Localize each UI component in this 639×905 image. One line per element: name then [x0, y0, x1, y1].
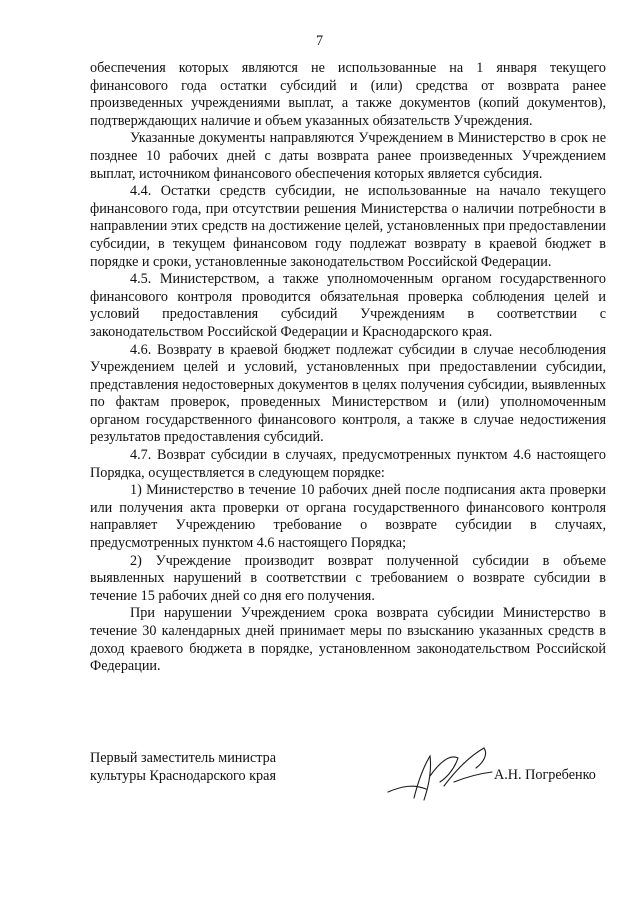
paragraph-4-6: 4.6. Возврату в краевой бюджет подлежат субсидии в случае несоблюдения Учреждением целей и условий, установленных при предоставлении субсидии, представления недостоверных документов в целях получения субсидии, выявленных по фактам проверок, проведенных Министерством и (или) уполномоченным органом государственного финансового контроля, а также в случае недостижения результатов предоставления субсидий.: [90, 341, 606, 446]
signatory-position-line1: Первый заместитель министра: [90, 750, 277, 766]
paragraph-item-1: 1) Министерство в течение 10 рабочих дней после подписания акта проверки или получения акта проверки от органа государственного финансового контроля направляет Учреждению требование о возврате субсидии в случаях, предусмотренных пунктом 4.6 настоящего Порядка;: [90, 482, 606, 552]
paragraph-4-7: 4.7. Возврат субсидии в случаях, предусмотренных пунктом 4.6 настоящего Порядка, осуществляется в следующем порядке:: [90, 447, 606, 481]
signatory-position-line2: культуры Краснодарского края: [90, 768, 276, 784]
body-text: [90, 60, 606, 676]
signatory-name: А.Н. Погребенко: [494, 767, 596, 783]
paragraph-4-5: 4.5. Министерством, а также уполномоченным органом государственного финансового контроля проводится обязательная проверка соблюдения целей и условий предоставления субсидий Учреждениям в соответствии с законодательством Российской Федерации и Краснодарского края.: [90, 271, 606, 340]
paragraph-continuation: обеспечения которых являются не использованные на 1 января текущего финансового года остатки субсидий и (или) средства от возврата ранее произведенных учреждениями выплат, а также документов (копий документов), подтверждающих наличие и объем указанных обязательств Учреждения.: [90, 60, 606, 129]
handwritten-signature: [384, 742, 496, 804]
paragraph-documents-sent: Указанные документы направляются Учреждением в Министерство в срок не позднее 10 рабочих дней с даты возврата ранее произведенных Учреждением выплат, источником финансового обеспечения которых является субсидия.: [90, 130, 606, 182]
paragraph-violation: При нарушении Учреждением срока возврата субсидии Министерство в течение 30 календарных дней принимает меры по взысканию указанных средств в доход краевого бюджета в порядке, установленном законодательством Российской Федерации.: [90, 605, 606, 675]
signatory-position: [90, 749, 340, 785]
paragraph-4-4: 4.4. Остатки средств субсидии, не использованные на начало текущего финансового года, при отсутствии решения Министерства о наличии потребности в направлении этих средств на достижение целей, установленных при предоставлении субсидии, в текущем финансовом году подлежат возврату в краевой бюджет в порядке и сроки, установленные законодательством Российской Федерации.: [90, 183, 606, 270]
paragraph-item-2: 2) Учреждение производит возврат полученной субсидии в объеме выявленных нарушений в соответствии с требованием о возврате субсидии в течение 15 рабочих дней со дня его получения.: [90, 552, 606, 604]
page-number: 7: [315, 33, 324, 49]
